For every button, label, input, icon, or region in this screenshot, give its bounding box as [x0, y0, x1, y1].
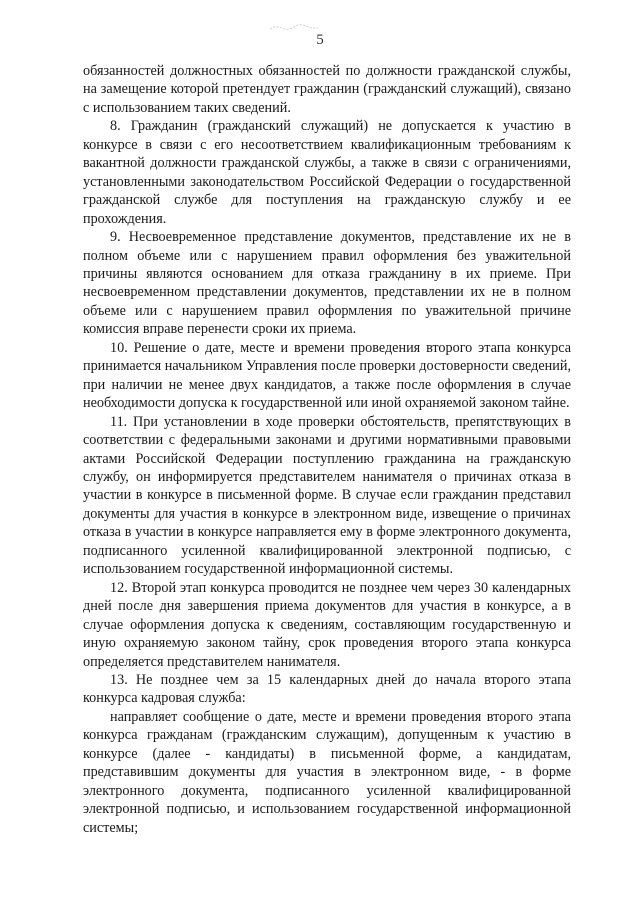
- paragraph-13: 13. Не позднее чем за 15 календарных дней до начала второго этапа конкурса кадровая служба:: [83, 671, 571, 707]
- paragraph-10: 10. Решение о дате, месте и времени проведения второго этапа конкурса принимается начальником Управления после проверки достоверности сведений, при наличии не менее двух кандидатов, а также после оформления в случае необходимости допуска к государственной или иной охраняемой законом тайне.: [83, 339, 571, 412]
- paragraph-continuation: обязанностей должностных обязанностей по должности гражданской службы, на замещение которой претендует гражданин (гражданский служащий), связано с использованием таких сведений.: [83, 63, 571, 116]
- page-number: 5: [316, 32, 324, 48]
- scan-artifact: [268, 22, 320, 32]
- paragraph-13-item: направляет сообщение о дате, месте и времени проведения второго этапа конкурса гражданам (гражданским служащим), допущенным к участию в конкурсе (далее - кандидаты) в письменной форме, а кандидатам, представившим документы для участия в электронном виде, - в форме электронного документа, подписанного усиленной квалифицированной электронной подписью, и использованием государственной информационной системы;: [83, 708, 571, 836]
- paragraph-8: 8. Гражданин (гражданский служащий) не допускается к участию в конкурсе в связи с его несоответствием квалификационным требованиям к вакантной должности гражданской службы, а также в связи с ограничениями, установленными законодательством Российской Федерации о государственной гражданской службе для поступления на гражданскую службу и ее прохождения.: [83, 118, 571, 227]
- document-body: [83, 62, 571, 837]
- paragraph-12: 12. Второй этап конкурса проводится не позднее чем через 30 календарных дней после дня завершения приема документов для участия в конкурсе, а в случае оформления допуска к сведениям, составляющим государственную и иную охраняемую законом тайну, срок проведения второго этапа конкурса определяется представителем нанимателя.: [83, 579, 571, 670]
- paragraph-9: 9. Несвоевременное представление документов, представление их не в полном объеме или с нарушением правил оформления без уважительной причины являются основанием для отказа гражданину в их приеме. При несвоевременном представлении документов, представлении их не в полном объеме или с нарушением правил оформления по уважительной причине комиссия вправе перенести сроки их приема.: [83, 229, 571, 338]
- paragraph-11: 11. При установлении в ходе проверки обстоятельств, препятствующих в соответствии с федеральными законами и другими нормативными правовыми актами Российской Федерации поступлению гражданина на гражданскую службу, он информируется представителем нанимателя о причинах отказа в участии в конкурсе в письменной форме. В случае если гражданин представил документы для участия в конкурсе в электронном виде, извещение о причинах отказа в участии в конкурсе направляется ему в форме электронного документа, подписанного усиленной квалифицированной электронной подписью, с использованием государственной информационной системы.: [83, 413, 571, 578]
